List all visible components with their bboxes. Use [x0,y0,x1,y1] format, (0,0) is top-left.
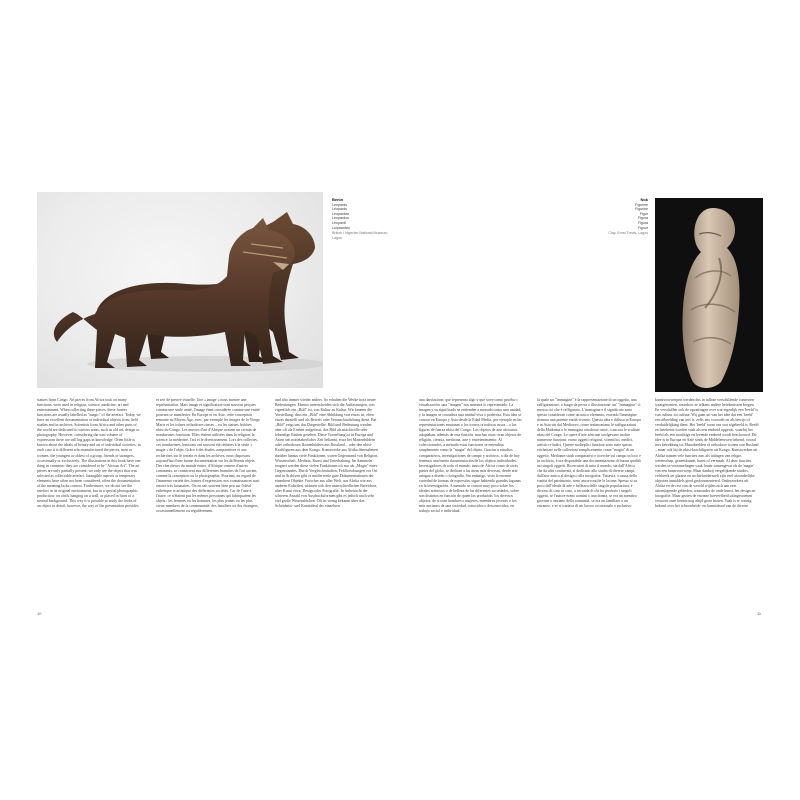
text-column-dutch: kunstvoorwerpen werden dus in talloze verschillende contexten waargenomen, waardoor ze telkens andere betekenissen kregen. En verschillen ook de opvattingen over wat eigenlijk een 'beeld' is van cultuur tot cultuur. Wij gaan uit van het idee dat een 'beeld' een afbeelding van iets is, zelfs iets voorstelt en als bewijs of verduidelijking dient. Het 'beeld' toont ons wat afgebeeld is. Beeld en betekenis worden vaak als een eenheid opgevat, waarbij het beeld als een machtige en levende eenheid wordt beschouwd. Dit idee is in Europa en Azië sinds de Middeleeuwen bekend, vooral met betrekking tot Mariabeelden of orthodoxe iconen van Rusland – maar ook bij de nkisi-krachtfiguren uit Kongo. Kunstwerken uit Afrika namen vele functies aan, als uitingen van religie, wetenschap, geneeskunde, kunst of vermaak. Al deze functies werden in verzamelingen vaak louter samengevat als de 'magie' van een kunstvoorwerp. Maar dankzij vergelijkende studies, veldwerk ter plaatse en archiefonderzoek zijn veel afzonderlijke objecten inmiddels goed gedocumenteerd. Onderzoekers uit Afrika en de rest van de wereld wijden zich aan zeer uiteenlopende gebieden, waaronder de oude kunst, het design en fotografie. Maar gezien de enorme hoeveelheid uitingsvormen vertoont onze kennis nog altijd grote hiaten. Vaak is er weinig bekend over het schoonheids- en kunstideaal van de diverse [655,398,759,508]
text-column-italian: la quale un "immagine" è la rappresentazione di un oggetto, una raffigurazione, a fungo da prova o illustrazione: un' "immagine" ci mostra ciò che è raffigurato. L'immagine e il significato sono spesso considerati come un unico elemento, essendo l'immagine ritenuta una potente entità vivente. Questa idea è diffusa in Europa e in Asia sin dal Medioevo, come testimoniano le raffigurazioni della Madonna o le immagini ortodosse russe, o ancora le scultute nkisi del Congo. Le opere d'arte africane svolgevano inoltre numerose funzioni: erano oggetti religiosi, scientifici, medici, artistici e ludici. Queste molteplici funzioni sono state spesso etichettate nelle collezioni semplicemente come "magia" di un oggetto. Mediante studi comparativi e ricerche sul campo in loco e in archivio, è ora disponibile una documentazione di buona qualità sui singoli oggetti. Ricercatori di tutto il mondo, sia dall'Africa che da altri continenti, si dedicano allo studio di diverse campi, dall'arte antica al design o alla fotografia. Tuttavia, a causa della vastità del patrimonio, sono ancora molte le lacune. Spesso si sa poco dell'ideale di arte e bellezza delle singole popolazioni; è diverso di caso in caso, a seconda di chi ha prodotto i singoli oggetti, se l'autore erano uomini o una donna, se era un membro giovane o anziano della comunità, se era un familiare o un estraneo, e se si trattava di un lavoro occasionale o esclusivo. [537,398,641,508]
caption-title: Nok [640,197,648,202]
text-column-german: und also immer wieder anders. So erhalten die Werke trotz neuer Bedeutungen. Ebenso unterscheiden sich die Auffassungen, was eigentlich ein „Bild" ist, von Kultur zu Kultur. Wir kennen die Vorstellung, dass ein „Bild" eine Abbildung von etwas ist, eben etwas darstellt und als Beweis oder Veranschaulichung dient. Ein „Bild" zeigt uns das Dargestellte. Bild und Bedeutung werden aber oft als Einheit aufgefasst, das Bild als machtvolle oder lebendige Einheit gesehen. Diese Vorstellung ist in Europa und Asien seit mittelalterlicher Zeit bekannt, etwa bei Marienbildern oder orthodoxen Ikonenbildern aus Russland – oder den nkisi-Kraftfiguren aus dem Kongo. Kunstwerke aus Afrika übernahmen darüber hinaus viele Funktionen, waren Gegenstand von Religion, Wissenschaft, Medizin, Kunst und Unterhaltung. Im Sammeln reagiert werden diese vielen Funktionen oft nur als „Magie" eines Gegenstandes. Durch Vergleichsstudien, Feldforschungen vor Ort und in Archiven gibt es mittlerweile gute Dokumentationen der einzelnen Objekte. Forscher aus aller Welt, aus Afrika wie aus anderen Erdteilen, widmen sich den unterschiedlichen Bereichen, alter Kunst etwa, Design oder Fotografie. In Anbetracht der schieren Anzahl von Ausdrucksformen gibt es jedoch noch sehr viel große Wissenslücken. Oft ist wenig bekannt über das Schönheits- und Kunstideal der einzelnen [275,398,379,508]
leopards-caption [332,198,392,240]
caption-line: Figurine [635,207,648,212]
caption-line: Figur [639,211,648,216]
caption-credit: Clay, Ernst Trevis, Lagos [608,231,648,236]
caption-line: Figura [637,220,648,225]
caption-line: Leopardos [332,216,349,221]
caption-line: Figuur [637,225,648,230]
page-number-right: 11 [757,611,762,616]
caption-line: Figurine [635,202,648,207]
leopards-sculpture-illustration [37,192,323,388]
left-text-block [37,398,392,576]
caption-credit: British / Nigerian National Museum, Lagos [332,231,389,240]
caption-line: Figura [637,216,648,221]
text-column-spanish: una darstazione, que representa algo y que sirve como prueba o visualización. una "imagen" nos muestra lo representado. La imagen y su significado se entienden a menudo como una unidad, y la imagen se considera una unidad viva o poderosa. Esta idea se conoce en Europa y Asia desde la Edad Media, por ejemplo en las representaciones marianas o los iconos ortodoxos rusos – o las figuras de fuerza nkisi del Congo. Los objetos de arte africanos adoptaban, además de esta función, muchas otras: eran objetos de religión, ciencia, medicina, arte y entretenimiento. Al coleccionarlos, a menudo estas funciones se entendían simplemente como la "magia" del objeto. Gracias a estudios comparativos, investigaciones de campo y archivos, a día de hoy tenemos una buena documentación de los objetos individuales. Investigadores de todo el mundo, tanto de África como de otras partes del globo, se dedican a las áreas más diversas, desde arte antiguo a diseño o fotografía. Sin embargo, vista la enorme variedad de formas de expresión, sigue habiendo grandes lagunas en la investigación. A menudo se conoce muy poco sobre los ideales artísticos o de belleza de las diferentes sociedades, sobre son distintos en función de quien las producido: los diversos objetos, de si eran hombres o mujeres, miembros jóvenes o los más ancianos de una sociedad, conocidos o desconocidos, en trabajo social o individual. [419,398,522,514]
page-number-left: 10 [37,611,42,616]
caption-line: Léopards [332,207,347,212]
nok-figurine-illustration [655,198,763,392]
right-page [400,0,800,800]
leopards-photo [37,192,323,388]
text-column-english: statues from Congo. Art pieces from Africa took on many functions, were used in religion, science, medicine, art and entertainment. When collecting these pieces, these former functions are usually labelled as "magic" of the artefact. Today, we have an excellent documentation of individual objects from field studies and in archives. Scientists from Africa and other parts of the world are dedicated to various areas, such as old art, design or photography. However, considering the vast volume of expressions there are still big gaps in knowledge. Often little is known about the ideals of beauty and art of individual societies; in each case it is different who manufactured the pieces, men or women, the youngest or oldest of a group, friends or strangers, occasionally or exclusively. The illustrations in this book have one thing in common: they are considered to be "African Art". The art pieces are only partially present; we only see the object that was selected as collectable artefact. Intangible aspects or temporary elements have often not been considered, often the documentation of the meaning lacks context. Furthermore, we do not see the artefact in its original environment, but in a special photographic production: on cloth, hanging on a wall, or placed in front of a neutral background. This way it is possible to study the looks of an object in detail; however, the way of the presentation provides [37,398,141,508]
caption-line: Luipaarden [332,225,350,230]
nok-caption [580,198,648,236]
nok-figurine-photo [655,198,763,392]
caption-title: Benin [332,197,344,202]
caption-line: Leopardi [332,220,346,225]
caption-line: Leopards [332,202,347,207]
right-text-block [419,398,765,576]
caption-line: Leoparden [332,211,350,216]
text-column-french: et sert de preuve visuelle. Une « image » nous montre une représentation. Mais image et signification sont souvent perçues comme une seule unité, l'image étant considérée comme une entité pouvant se manifester. En Europe et en Asie, cette conception remonte au Moyen Âge, avec, par exemple les images de la Vierge Marie et les icônes orthodoxes russes – ou les statues fétiches nkisi du Congo. Les œuvres d'art d'Afrique avaient un certain de nombreuses fonctions. Elles étaient utilisées dans la religion, la science, la médecine, l'art et le divertissement. Lors des collectes, ces nombreuses fonctions ont souvent été réduites à la seule « magie » de l'objet. Grâce à des études comparatives et aux recherches sur le terrain et dans les archives, nous disposons aujourd'hui d'une bonne documentation sur les différents objets. Des chercheurs du monde entier, d'Afrique comme d'autres continents, se consacrent aux différentes branches de l'art ancien, comme la conception ou la photographie. Pourtant, au regard de l'immense variété des formes d'expression, nos connaissances sont encore très lacunaires. On en sait souvent bien peu sur l'idéal esthétique et artistique des différentes sociétés. Car de l'une à l'autre, ce n'étaient pas les mêmes personnes qui fabriquaient les objets : les femmes ou les hommes, les plus jeunes ou les plus vieux membres de la communauté, des familiers ou des étrangers, occasionnellement ou régulièrement. [156,398,260,514]
